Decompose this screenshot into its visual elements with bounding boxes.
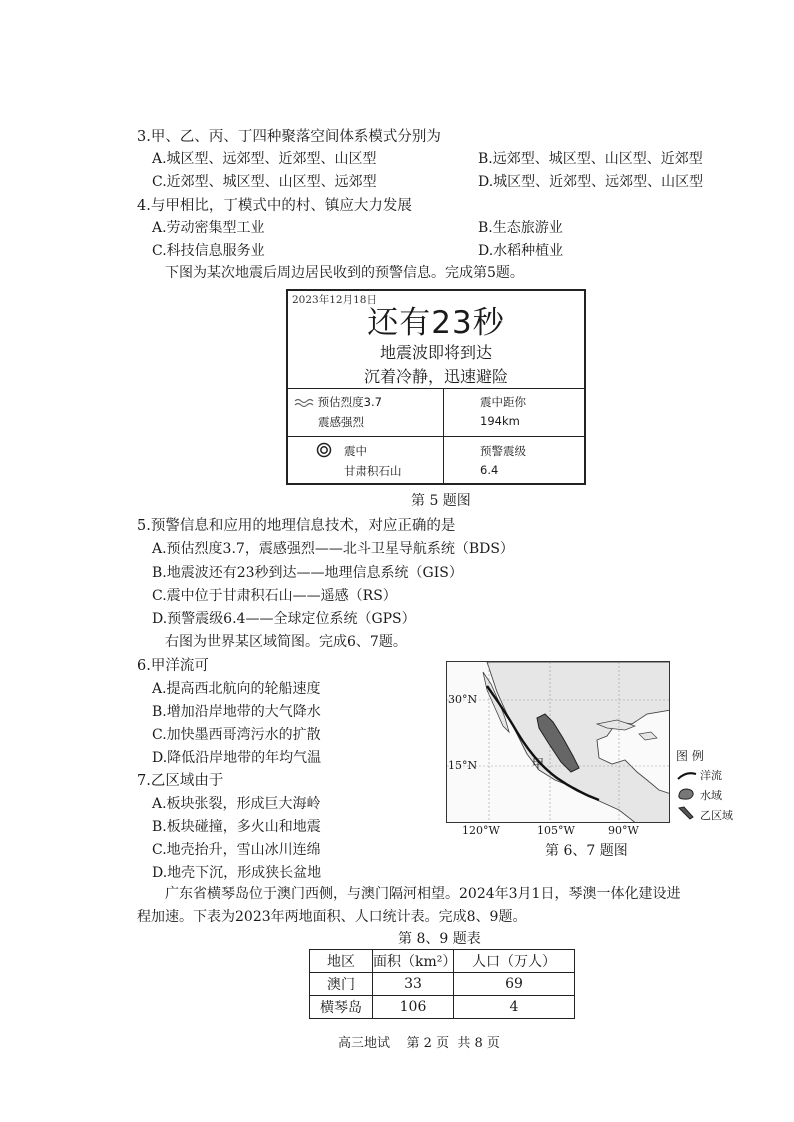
cell-region: 横琴岛 [310,996,373,1019]
q4-option-c: C.科技信息服务业 [152,243,265,259]
map-drawing [447,662,670,823]
table-header-row [310,950,575,973]
lat-15-label: 15°N [448,759,478,772]
water-legend-icon [676,787,696,801]
header-region: 地区 [310,950,373,973]
region-map [446,661,670,823]
q3-option-d: D.城区型、近郊型、远郊型、山区型 [478,174,704,190]
q7-option-b: B.板块碰撞，多火山和地震 [152,819,321,835]
q7-option-a: A.板块张裂，形成巨大海岭 [152,796,321,812]
target-icon [316,442,332,458]
q5-option-a: A.预估烈度3.7，震感强烈——北斗卫星导航系统（BDS） [152,541,514,557]
q6-option-b: B.增加沿岸地带的大气降水 [152,704,321,720]
table-row [310,996,575,1019]
figure5-caption: 第 5 题图 [411,493,471,509]
q4-option-a: A.劳动密集型工业 [152,220,265,236]
cell-area: 33 [373,973,454,996]
q3-stem: 3.甲、乙、丙、丁四种聚落空间体系模式分别为 [137,129,441,145]
lat-30-label: 30°N [448,693,478,706]
table-title: 第 8、9 题表 [398,931,481,947]
intro-q8-9-line2: 程加速。下表为2023年两地面积、人口统计表。完成8、9题。 [137,909,527,925]
q3-option-a: A.城区型、远郊型、近郊型、山区型 [152,151,377,167]
q5-option-d: D.预警震级6.4——全球定位系统（GPS） [152,611,416,627]
lon-105-label: 105°W [537,824,575,837]
cell-population: 69 [454,973,575,996]
warning-date: 2023年12月18日 [292,294,377,306]
warning-line1: 地震波即将到达 [379,343,492,362]
epicenter-row [318,443,367,459]
q7-option-d: D.地壳下沉，形成狭长盆地 [152,865,322,881]
q7-option-c: C.地壳抬升，雪山冰川连绵 [152,842,321,858]
intensity-desc: 震感强烈 [318,415,364,429]
wave-icon [294,398,314,408]
legend-zone: 乙区域 [700,809,733,822]
q4-option-b: B.生态旅游业 [478,220,563,236]
divider [288,436,584,437]
q3-option-c: C.近郊型、城区型、山区型、远郊型 [152,174,377,190]
distance-value: 194km [480,414,520,428]
epicenter-value: 甘肃积石山 [344,464,402,478]
cell-area: 106 [373,996,454,1019]
magnitude-label: 预警震级 [480,444,526,458]
current-label: 甲 [532,757,545,771]
warning-line2: 沉着冷静，迅速避险 [363,367,508,386]
q4-option-d: D.水稻种植业 [478,243,564,259]
current-legend-icon [676,768,698,782]
magnitude-value: 6.4 [480,463,499,477]
intro-q5: 下图为某次地震后周边居民收到的预警信息。完成第5题。 [165,265,524,281]
divider [288,388,584,389]
lon-90-label: 90°W [608,824,639,837]
q7-stem: 7.乙区域由于 [137,773,224,789]
legend-water: 水域 [700,789,722,802]
lon-120-label: 120°W [462,824,500,837]
q6-option-c: C.加快墨西哥湾污水的扩散 [152,727,321,743]
figure67-caption: 第 6、7 题图 [545,843,628,859]
q5-option-c: C.震中位于甘肃积石山——遥感（RS） [152,588,397,604]
page-footer: 高三地试 第 2 页 共 8 页 [338,1036,500,1051]
earthquake-warning-card [286,289,586,485]
q6-stem: 6.甲洋流可 [137,658,209,674]
header-population: 人口（万人） [454,950,575,973]
q6-option-d: D.降低沿岸地带的年均气温 [152,750,322,766]
header-area: 面积（km²） [373,950,454,973]
q5-stem: 5.预警信息和应用的地理信息技术，对应正确的是 [137,518,456,534]
cell-population: 4 [454,996,575,1019]
intro-q6-7: 右图为世界某区域简图。完成6、7题。 [165,634,407,650]
warning-countdown: 还有23秒 [367,305,505,341]
zone-legend-icon [676,805,696,821]
intensity-label: 预估烈度3.7 [317,395,382,409]
distance-label: 震中距你 [480,395,526,409]
q3-option-b: B.远郊型、城区型、山区型、近郊型 [478,151,703,167]
q6-option-a: A.提高西北航向的轮船速度 [152,681,321,697]
table-row [310,973,575,996]
q4-stem: 4.与甲相比，丁模式中的村、镇应大力发展 [137,198,412,214]
area-population-table [309,949,575,1019]
epicenter-label: 震中 [344,444,367,458]
legend-current: 洋流 [700,769,722,782]
cell-region: 澳门 [310,973,373,996]
divider [443,388,444,483]
q5-option-b: B.地震波还有23秒到达——地理信息系统（GIS） [152,565,463,581]
intro-q8-9-line1: 广东省横琴岛位于澳门西侧，与澳门隔河相望。2024年3月1日，琴澳一体化建设进 [165,886,681,902]
intensity-row [294,394,382,410]
legend-title: 图 例 [676,749,704,763]
